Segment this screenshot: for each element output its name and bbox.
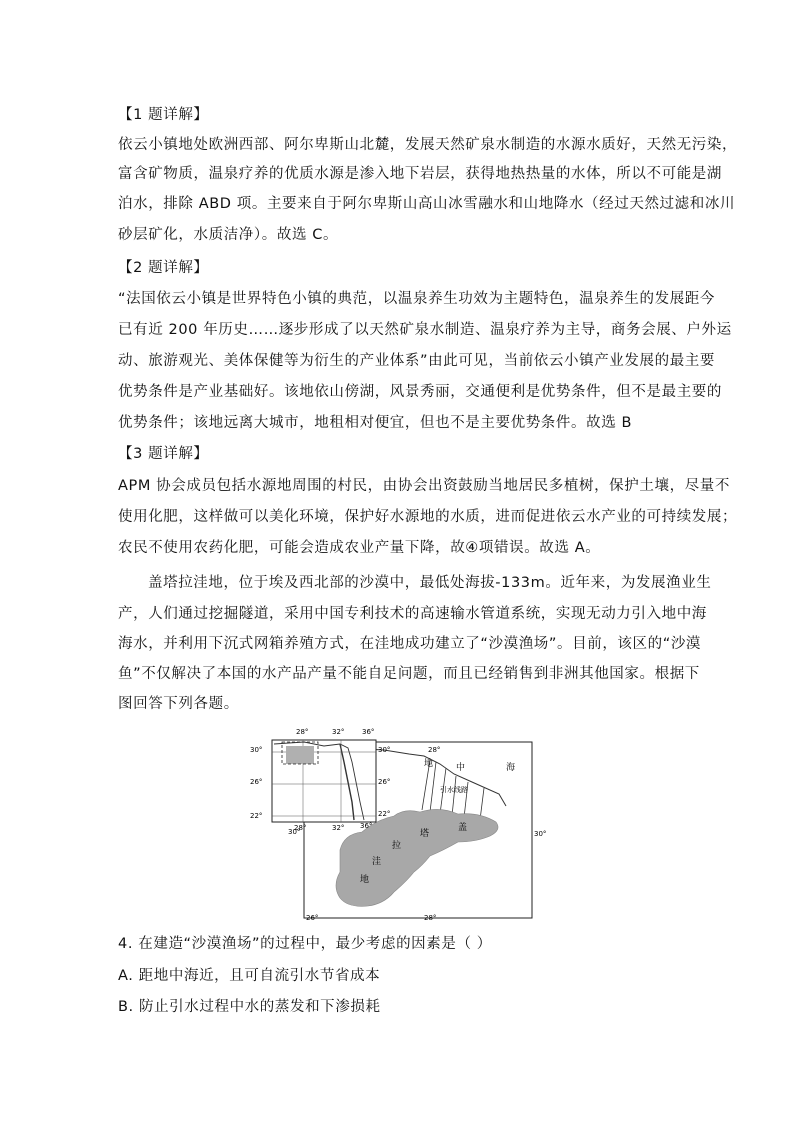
section-1-line-2: 富含矿物质，温泉疗养的优质水源是渗入地下岩层，获得地热热量的水体，所以不可能是湖 [118,166,722,182]
depression-label-4: 洼 [372,857,382,867]
section-1-line-4: 砂层矿化，水质洁净）。故选 C。 [118,227,339,243]
passage-line-1: 盖塔拉洼地，位于埃及西北部的沙漠中，最低处海拔-133m。近年来，为发展渔业生 [148,575,712,591]
passage-line-2: 产，人们通过挖掘隧道，采用中国专利技术的高速输水管道系统，实现无动力引入地中海 [118,606,707,622]
main-lon-bottom-1: 26° [306,914,319,922]
section-1-heading: 【1 题详解】 [118,107,209,123]
inset-lon-top-3: 36° [362,728,375,736]
inset-lon-top-1: 28° [296,728,309,736]
question-option-b: B. 防止引水过程中水的蒸发和下渗损耗 [118,999,381,1015]
depression-label-1: 盖 [458,823,468,833]
section-3-line-3: 农民不使用农药化肥，可能会造成农业产量下降，故④项错误。故选 A。 [118,540,601,556]
inset-lon-bottom-3: 36° [360,822,373,830]
inset-lat-2: 26° [250,778,263,786]
section-3-line-1: APM 协会成员包括水源地周围的村民，由协会出资鼓励当地居民多植树，保护土壤，尽量不 [118,478,730,494]
inset-depression [286,746,314,764]
qattara-depression-map [244,722,554,922]
passage-line-3: 海水，并利用下沉式网箱养殖方式，在洼地成功建立了“沙漠渔场”。目前，该区的“沙漠 [118,636,702,652]
section-3-heading: 【3 题详解】 [118,446,209,462]
main-lat-right: 30° [534,830,547,838]
sea-label-3: 海 [506,763,516,773]
question-stem: 4. 在建造“沙漠渔场”的过程中，最少考虑的因素是（ ） [118,936,492,952]
section-2-heading: 【2 题详解】 [118,260,209,276]
inset-lon-bottom-1: 28° [294,824,307,832]
section-1-line-3: 泊水，排除 ABD 项。主要来自于阿尔卑斯山高山冰雪融水和山地降水（经过天然过滤和冰川 [118,196,736,212]
section-2-line-1: “法国依云小镇是世界特色小镇的典范，以温泉养生功效为主题特色，温泉养生的发展距今 [118,291,716,307]
section-2-line-2: 已有近 200 年历史……逐步形成了以天然矿泉水制造、温泉疗养为主导，商务会展、户外运 [118,322,732,338]
inset-lat-3: 22° [250,812,263,820]
inset-right-lat-2: 26° [378,778,391,786]
inset-right-lat-3: 22° [378,810,391,818]
section-3-line-2: 使用化肥，这样做可以美化环境，保护好水源地的水质，进而促进依云水产业的可持续发展； [118,509,738,525]
depression-label-3: 拉 [392,841,402,851]
pipeline-label: 引水线路 [440,786,468,794]
section-2-line-4: 优势条件是产业基础好。该地依山傍湖，风景秀丽，交通便利是优势条件，但不是最主要的 [118,384,722,400]
passage-line-4: 鱼”不仅解决了本国的水产品产量不能自足问题，而且已经销售到非洲其他国家。根据下 [118,666,700,682]
main-lat-left: 30° [288,828,301,836]
sea-label-1: 地 [424,759,434,769]
section-2-line-5: 优势条件；该地远离大城市，地租相对便宜，但也不是主要优势条件。故选 B [118,415,633,431]
passage-line-5: 图回答下列各题。 [118,696,239,712]
inset-lon-top-2: 32° [332,728,345,736]
depression-label-5: 地 [360,875,370,885]
depression-label-2: 塔 [420,829,430,839]
inset-lon-bottom-2: 32° [332,824,345,832]
main-lon-top: 28° [428,746,441,754]
inset-lat-1: 30° [250,746,263,754]
main-lon-bottom-2: 28° [424,914,437,922]
inset-right-lat-1: 30° [378,746,391,754]
section-1-line-1: 依云小镇地处欧洲西部、阿尔卑斯山北麓，发展天然矿泉水制造的水源水质好，天然无污染， [118,137,738,153]
question-option-a: A. 距地中海近，且可自流引水节省成本 [118,968,381,984]
sea-label-2: 中 [456,763,466,773]
section-2-line-3: 动、旅游观光、美体保健等为衍生的产业体系”由此可见，当前依云小镇产业发展的最主要 [118,353,716,369]
